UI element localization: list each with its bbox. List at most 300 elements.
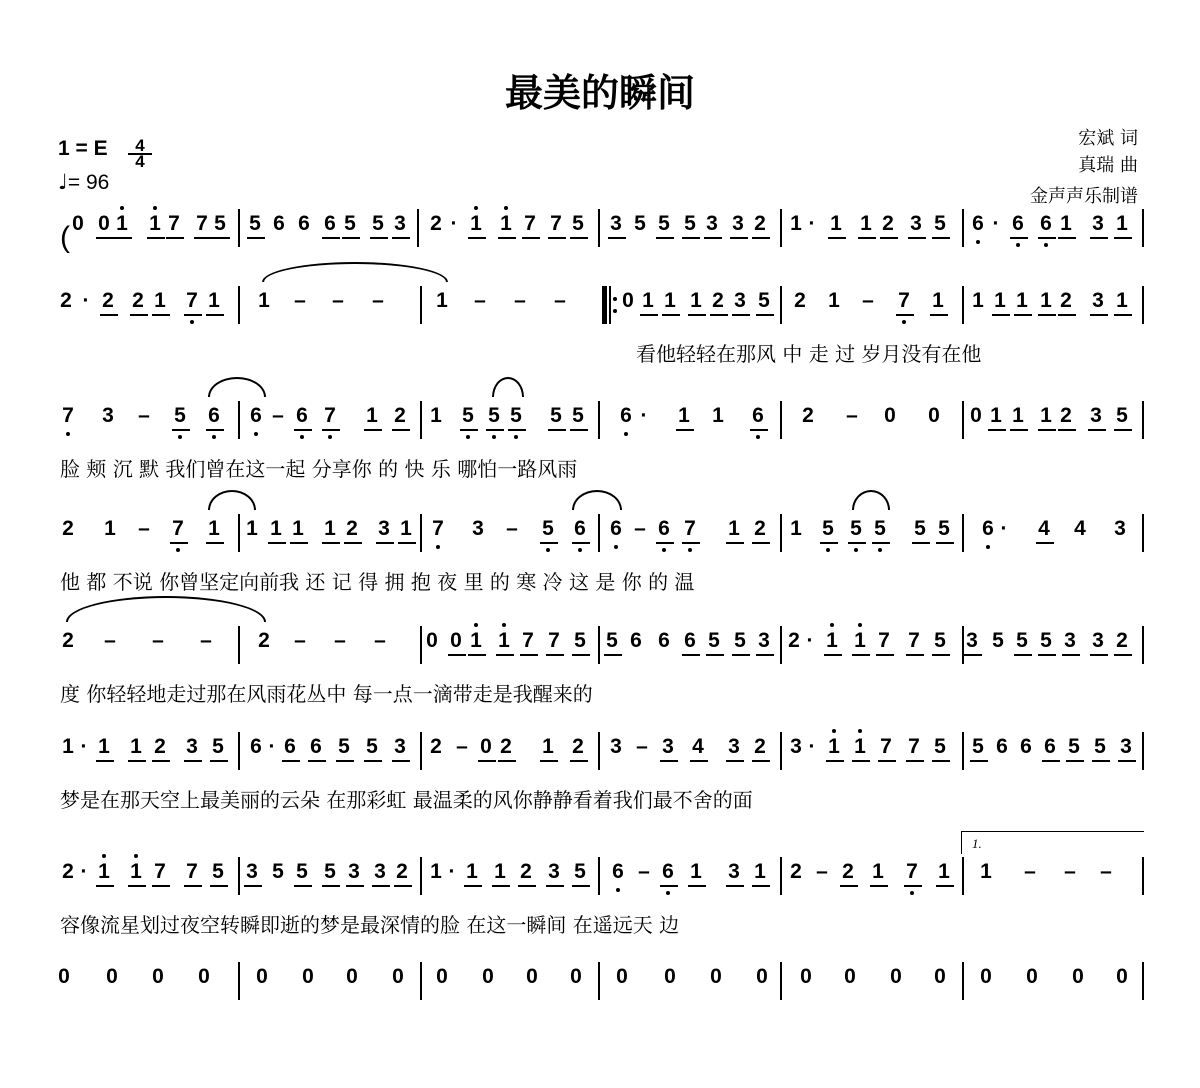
- note-underline: [364, 760, 382, 762]
- note: 0: [480, 735, 492, 758]
- duration-dash: –: [638, 860, 650, 883]
- note-underline: [682, 542, 700, 544]
- note: 6: [1020, 735, 1032, 758]
- note: 0: [72, 212, 84, 235]
- note-underline: [548, 237, 566, 239]
- low-octave-dot: [878, 548, 882, 552]
- note-underline: [690, 760, 708, 762]
- note: 3: [348, 860, 360, 883]
- low-octave-dot: [176, 548, 180, 552]
- note-underline: [194, 237, 212, 239]
- note-underline: [448, 654, 466, 656]
- volta-label: 1.: [972, 836, 982, 851]
- note-underline: [1010, 237, 1028, 239]
- duration-dash: –: [1024, 860, 1036, 883]
- note: 1: [500, 212, 512, 235]
- note: 6: [612, 860, 624, 883]
- note-underline: [930, 314, 948, 316]
- note-underline: [170, 542, 188, 544]
- note: 0: [890, 965, 902, 988]
- note: 2: [520, 860, 532, 883]
- note: 1: [790, 212, 802, 235]
- note: 1: [98, 735, 110, 758]
- note: 6: [610, 517, 622, 540]
- note: 5: [972, 735, 984, 758]
- note: 7: [550, 212, 562, 235]
- note: 5: [1116, 404, 1128, 427]
- note: 6: [273, 212, 285, 235]
- low-octave-dot: [756, 435, 760, 439]
- note-underline: [1118, 760, 1136, 762]
- note: 2: [62, 517, 74, 540]
- barline: [962, 857, 964, 895]
- barline: [238, 962, 240, 1000]
- note: 7: [196, 212, 208, 235]
- staff-system-3: [0, 404, 1200, 527]
- augmentation-dot: ·: [448, 860, 456, 883]
- note: 0: [1072, 965, 1084, 988]
- note-underline: [1038, 429, 1056, 431]
- note-underline: [1014, 314, 1032, 316]
- note: 3: [966, 629, 978, 652]
- note: 2: [430, 735, 442, 758]
- note-underline: [548, 429, 566, 431]
- note-underline: [247, 237, 265, 239]
- note-underline: [820, 542, 838, 544]
- note: 1: [494, 860, 506, 883]
- duration-dash: –: [636, 735, 648, 758]
- tempo-marking: [58, 170, 109, 195]
- high-octave-dot: [502, 623, 506, 627]
- note: 0: [844, 965, 856, 988]
- note-underline: [570, 760, 588, 762]
- note: 0: [970, 404, 982, 427]
- low-octave-dot: [66, 432, 70, 436]
- augmentation-dot: ·: [640, 404, 648, 427]
- note: 6: [250, 404, 262, 427]
- note-underline: [1114, 429, 1132, 431]
- duration-dash: –: [634, 517, 646, 540]
- note-underline: [244, 885, 262, 887]
- note: 5: [174, 404, 186, 427]
- note: 7: [898, 289, 910, 312]
- barline: [1142, 857, 1144, 895]
- note: 3: [910, 212, 922, 235]
- barline: [1142, 514, 1144, 552]
- note: 5: [850, 517, 862, 540]
- note: 6: [1012, 212, 1024, 235]
- note: 1: [990, 404, 1002, 427]
- note-underline: [908, 237, 926, 239]
- note: 1: [980, 860, 992, 883]
- note: 5: [214, 212, 226, 235]
- note: 0: [570, 965, 582, 988]
- note-underline: [726, 885, 744, 887]
- note-underline: [322, 429, 340, 431]
- note: 5: [934, 212, 946, 235]
- note: 0: [58, 965, 70, 988]
- duration-dash: –: [294, 629, 306, 652]
- high-octave-dot: [830, 623, 834, 627]
- note: 7: [186, 860, 198, 883]
- note-underline: [486, 429, 504, 431]
- note: 7: [522, 629, 534, 652]
- barline: [962, 732, 964, 770]
- note-underline: [1014, 654, 1032, 656]
- duration-dash: –: [554, 289, 566, 312]
- low-octave-dot: [546, 548, 550, 552]
- note: 3: [728, 860, 740, 883]
- note-underline: [540, 542, 558, 544]
- low-octave-dot: [662, 548, 666, 552]
- note: 1: [366, 404, 378, 427]
- note: 6: [658, 629, 670, 652]
- low-octave-dot: [212, 435, 216, 439]
- note: 1: [642, 289, 654, 312]
- note: 6: [982, 517, 994, 540]
- note: 5: [574, 860, 586, 883]
- note: 1: [104, 517, 116, 540]
- note-underline: [682, 237, 700, 239]
- note: 0: [884, 404, 896, 427]
- barline: [420, 626, 422, 664]
- note-underline: [1088, 429, 1106, 431]
- note-underline: [1090, 237, 1108, 239]
- note-underline: [706, 654, 724, 656]
- note: 7: [168, 212, 180, 235]
- note: 0: [98, 212, 110, 235]
- barline: [238, 857, 240, 895]
- note-underline: [364, 429, 382, 431]
- note: 5: [272, 860, 284, 883]
- note-underline: [572, 542, 590, 544]
- note-underline: [572, 654, 590, 656]
- note: 0: [526, 965, 538, 988]
- high-octave-dot: [134, 854, 138, 858]
- barline: [780, 209, 782, 247]
- note: 3: [548, 860, 560, 883]
- note: 3: [374, 860, 386, 883]
- staff-system-7: [0, 860, 1200, 983]
- augmentation-dot: ·: [82, 289, 90, 312]
- note: 2: [62, 629, 74, 652]
- note: 2: [754, 212, 766, 235]
- note-underline: [752, 760, 770, 762]
- note: 0: [346, 965, 358, 988]
- augmentation-dot: ·: [808, 735, 816, 758]
- note: 0: [622, 289, 634, 312]
- note: 1: [938, 860, 950, 883]
- note-underline: [1038, 654, 1056, 656]
- note: 6: [208, 404, 220, 427]
- barline: [598, 514, 600, 552]
- note: 5: [550, 404, 562, 427]
- note-underline: [876, 654, 894, 656]
- note: 1: [470, 212, 482, 235]
- high-octave-dot: [832, 729, 836, 733]
- note: 3: [394, 212, 406, 235]
- barline: [780, 626, 782, 664]
- barline: [420, 286, 422, 324]
- note: 5: [510, 404, 522, 427]
- note: 3: [734, 289, 746, 312]
- duration-dash: –: [456, 735, 468, 758]
- note: 1: [972, 289, 984, 312]
- note: 0: [616, 965, 628, 988]
- note: 6: [296, 404, 308, 427]
- note-underline: [826, 760, 844, 762]
- note: 7: [154, 860, 166, 883]
- note-underline: [656, 542, 674, 544]
- note-underline: [336, 760, 354, 762]
- note: 1: [1116, 289, 1128, 312]
- note: 3: [790, 735, 802, 758]
- lyrics-line: 度 你轻轻地走过那在风雨花丛中 每一点一滴带走是我醒来的: [60, 682, 593, 706]
- note-underline: [322, 885, 340, 887]
- note-underline: [460, 429, 478, 431]
- barline: [598, 209, 600, 247]
- note-underline: [322, 542, 340, 544]
- note: 2: [346, 517, 358, 540]
- note: 7: [548, 629, 560, 652]
- note: 5: [658, 212, 670, 235]
- note: 5: [822, 517, 834, 540]
- note: 0: [980, 965, 992, 988]
- note: 3: [610, 212, 622, 235]
- note: 5: [249, 212, 261, 235]
- note-underline: [688, 314, 706, 316]
- note: 1: [62, 735, 74, 758]
- barline: [962, 209, 964, 247]
- note-underline: [1092, 760, 1110, 762]
- note-underline: [152, 760, 170, 762]
- note: 5: [1040, 629, 1052, 652]
- note-underline: [640, 314, 658, 316]
- note: 0: [710, 965, 722, 988]
- note: 7: [684, 517, 696, 540]
- note: 1: [246, 517, 258, 540]
- note-underline: [128, 885, 146, 887]
- duration-dash: –: [846, 404, 858, 427]
- note-underline: [518, 885, 536, 887]
- barline: [238, 514, 240, 552]
- note-underline: [376, 542, 394, 544]
- note: 7: [62, 404, 74, 427]
- note: 6: [996, 735, 1008, 758]
- note: 5: [934, 629, 946, 652]
- note: 3: [706, 212, 718, 235]
- note-underline: [1036, 542, 1054, 544]
- augmentation-dot: ·: [268, 735, 276, 758]
- note: 1: [1116, 212, 1128, 235]
- low-octave-dot: [492, 435, 496, 439]
- note: 0: [256, 965, 268, 988]
- note: 5: [708, 629, 720, 652]
- duration-dash: –: [334, 629, 346, 652]
- note: 3: [1090, 404, 1102, 427]
- note: 3: [662, 735, 674, 758]
- low-octave-dot: [976, 240, 980, 244]
- augmentation-dot: ·: [808, 212, 816, 235]
- note-underline: [184, 314, 202, 316]
- time-signature-top: 4: [128, 139, 152, 155]
- note: 0: [152, 965, 164, 988]
- note: 3: [246, 860, 258, 883]
- low-octave-dot: [514, 435, 518, 439]
- note-underline: [858, 237, 876, 239]
- note: 6: [1044, 735, 1056, 758]
- barline: [780, 732, 782, 770]
- note: 6: [298, 212, 310, 235]
- barline: [238, 209, 240, 247]
- time-signature-bottom: 4: [135, 152, 145, 171]
- note-underline: [726, 542, 744, 544]
- barline: [417, 209, 419, 247]
- note: 1: [1040, 289, 1052, 312]
- lyrics-line: 看他轻轻在那风 中 走 过 岁月没有在他: [636, 342, 982, 366]
- note: 1: [270, 517, 282, 540]
- duration-dash: –: [1064, 860, 1076, 883]
- note-underline: [344, 542, 362, 544]
- barline: [420, 962, 422, 1000]
- note: 1: [932, 289, 944, 312]
- tempo-value: = 96: [67, 171, 110, 194]
- note: 2: [500, 735, 512, 758]
- note: 5: [1094, 735, 1106, 758]
- note: 1: [470, 629, 482, 652]
- note-underline: [147, 237, 165, 239]
- note-underline: [852, 760, 870, 762]
- note: 2: [754, 517, 766, 540]
- note-underline: [932, 760, 950, 762]
- note-underline: [520, 654, 538, 656]
- note-underline: [96, 760, 114, 762]
- note: 5: [572, 404, 584, 427]
- low-octave-dot: [578, 548, 582, 552]
- note: 2: [790, 860, 802, 883]
- note: 6: [324, 212, 336, 235]
- note: 5: [758, 289, 770, 312]
- barline: [238, 401, 240, 439]
- note: 7: [908, 735, 920, 758]
- note-underline: [756, 654, 774, 656]
- note-underline: [936, 542, 954, 544]
- intro-parenthesis: (: [60, 221, 70, 254]
- note: 2: [712, 289, 724, 312]
- note-underline: [130, 314, 148, 316]
- barline: [780, 857, 782, 895]
- note: 6: [662, 860, 674, 883]
- note: 0: [302, 965, 314, 988]
- note-underline: [992, 314, 1010, 316]
- low-octave-dot: [616, 888, 620, 892]
- note-underline: [732, 314, 750, 316]
- note-underline: [172, 429, 190, 431]
- note: 0: [1026, 965, 1038, 988]
- note: 5: [344, 212, 356, 235]
- note: 2: [842, 860, 854, 883]
- note-underline: [496, 654, 514, 656]
- low-octave-dot: [254, 432, 258, 436]
- note: 0: [106, 965, 118, 988]
- note-underline: [710, 314, 728, 316]
- note-underline: [688, 885, 706, 887]
- key-signature: 1 = E: [58, 137, 108, 160]
- note-underline: [392, 237, 410, 239]
- note: 1: [1012, 404, 1024, 427]
- note-underline: [756, 314, 774, 316]
- barline: [780, 514, 782, 552]
- note-underline: [152, 885, 170, 887]
- note: 3: [732, 212, 744, 235]
- note-underline: [1114, 314, 1132, 316]
- note-underline: [546, 654, 564, 656]
- note: 5: [914, 517, 926, 540]
- note-underline: [896, 314, 914, 316]
- note-underline: [152, 314, 170, 316]
- note: 1: [116, 212, 128, 235]
- barline: [962, 401, 964, 439]
- lyrics-line: 他 都 不说 你曾坚定向前我 还 记 得 拥 抱 夜 里 的 寒 冷 这 是 你 的 温: [60, 570, 695, 594]
- note: 5: [634, 212, 646, 235]
- note-underline: [932, 237, 950, 239]
- note: 0: [426, 629, 438, 652]
- note: 1: [728, 517, 740, 540]
- note-underline: [1114, 654, 1132, 656]
- note-underline: [394, 885, 412, 887]
- note-underline: [308, 760, 326, 762]
- note: 6: [630, 629, 642, 652]
- note-underline: [988, 429, 1006, 431]
- barline: [598, 857, 600, 895]
- note: 2: [60, 289, 72, 312]
- note: 6: [658, 517, 670, 540]
- note-underline: [704, 237, 722, 239]
- note: 1: [860, 212, 872, 235]
- note: 0: [934, 965, 946, 988]
- note: 0: [198, 965, 210, 988]
- note: 0: [800, 965, 812, 988]
- note-underline: [750, 429, 768, 431]
- note: 1: [292, 517, 304, 540]
- composer-credit: 真瑞 曲: [1078, 155, 1138, 176]
- note-underline: [294, 429, 312, 431]
- note: 2: [1060, 289, 1072, 312]
- note: 2: [754, 735, 766, 758]
- note-underline: [904, 885, 922, 887]
- duration-dash: –: [372, 289, 384, 312]
- low-octave-dot: [854, 548, 858, 552]
- note: 3: [1114, 517, 1126, 540]
- note: 2: [258, 629, 270, 652]
- barline: [598, 401, 600, 439]
- augmentation-dot: ·: [80, 860, 88, 883]
- note: 3: [1092, 629, 1104, 652]
- note: 3: [472, 517, 484, 540]
- barline: [1142, 626, 1144, 664]
- barline: [420, 514, 422, 552]
- note-underline: [1038, 314, 1056, 316]
- note: 2: [396, 860, 408, 883]
- low-octave-dot: [178, 435, 182, 439]
- staff-system-2: [0, 289, 1200, 412]
- note: 1: [854, 629, 866, 652]
- note-underline: [656, 237, 674, 239]
- note: 3: [394, 735, 406, 758]
- note-underline: [96, 237, 114, 239]
- note: 5: [938, 517, 950, 540]
- barline: [598, 626, 600, 664]
